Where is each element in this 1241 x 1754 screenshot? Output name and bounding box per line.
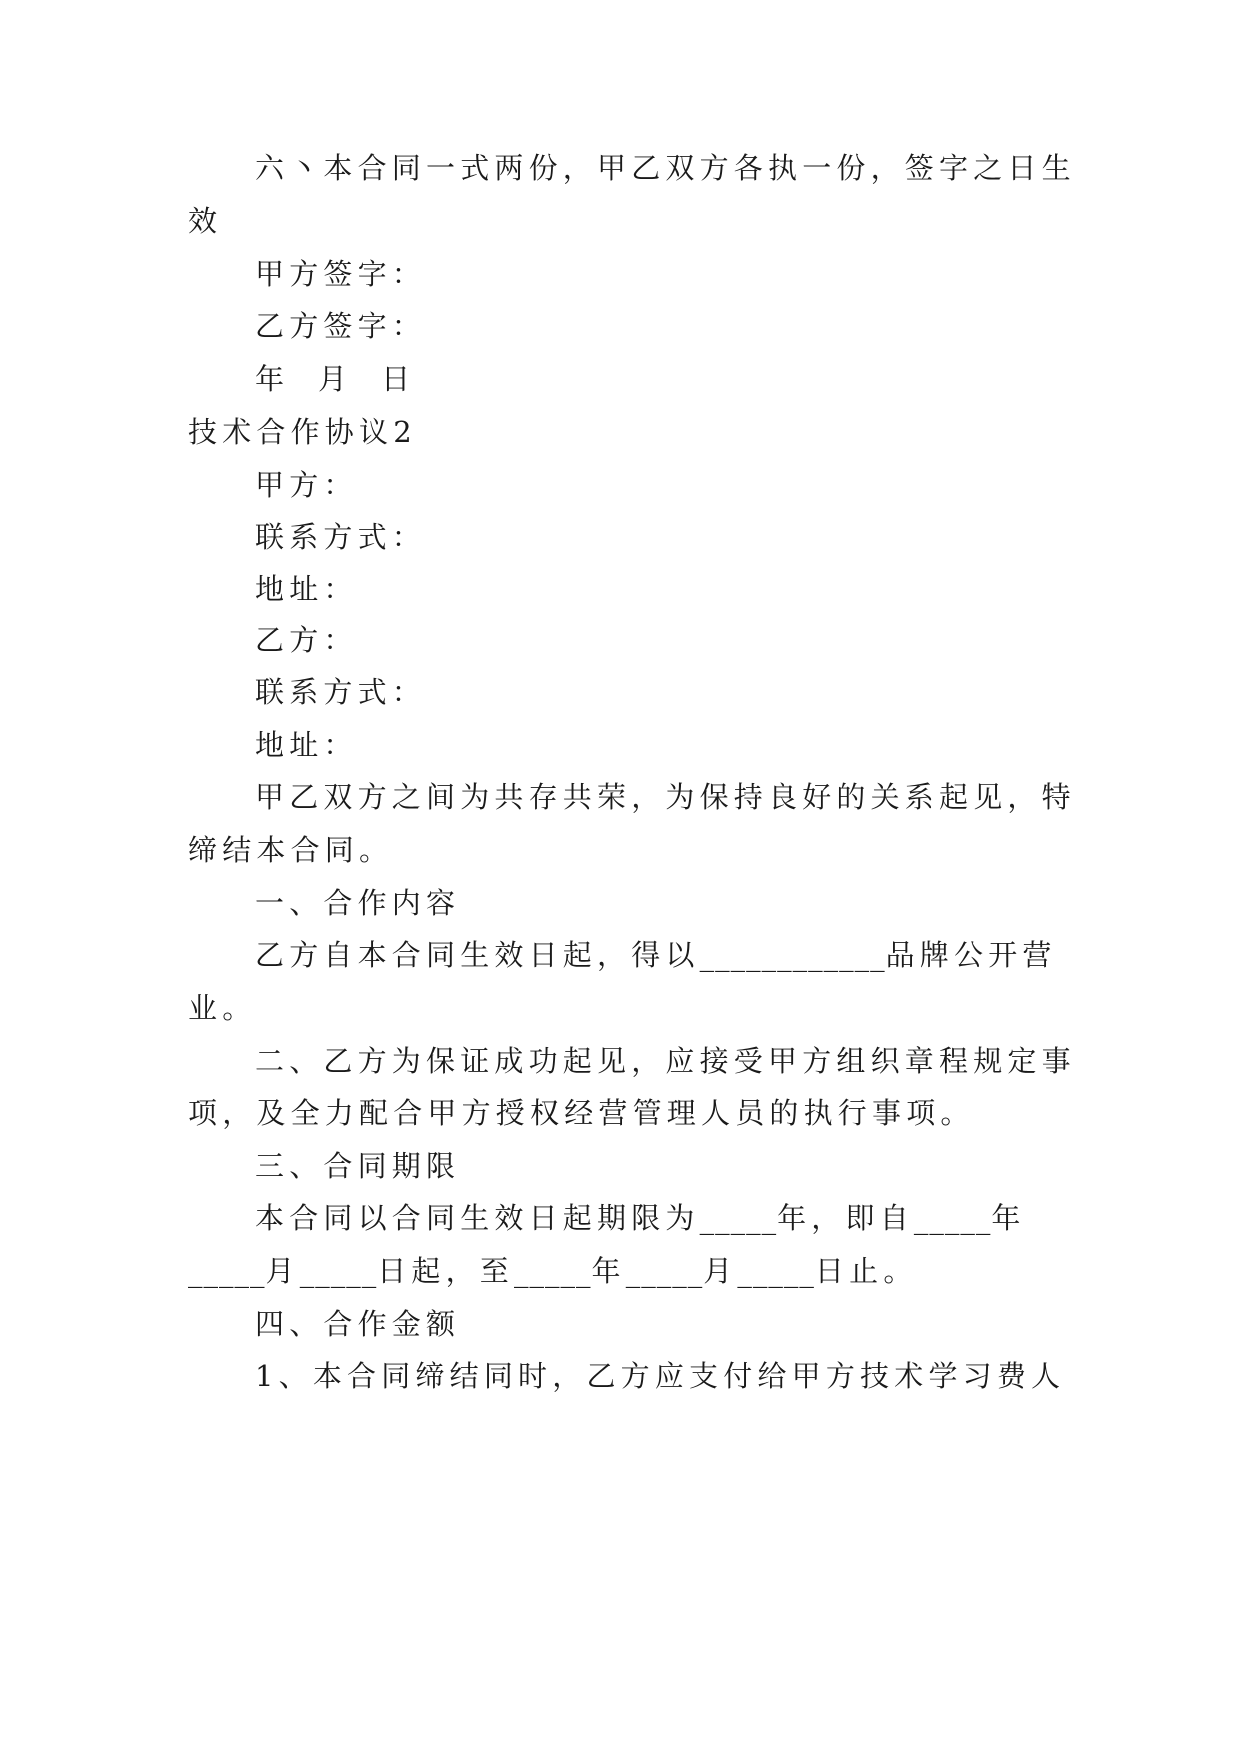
address-label: 地址： (255, 572, 358, 606)
contact-label: 联系方式： (255, 675, 427, 709)
paragraph-line (255, 935, 1135, 975)
signature-party-a: 甲方签字： (255, 257, 427, 291)
clause-heading: 一、合作内容 (255, 886, 461, 920)
fill-in-blank: _____ (299, 1254, 378, 1288)
clause-heading: 三、合同期限 (255, 1149, 461, 1183)
signature-party-b: 乙方签字： (255, 309, 427, 343)
text-span: 年，即自 (777, 1201, 914, 1235)
paragraph-line (255, 1198, 1135, 1238)
contact-label: 联系方式： (255, 520, 427, 554)
date-line: 年 月 日 (255, 362, 416, 396)
paragraph-line: 业。 (188, 991, 257, 1025)
party-a-label: 甲方： (255, 468, 358, 502)
fill-in-blank: _____ (737, 1254, 815, 1288)
fill-in-blank: _____ (913, 1201, 992, 1235)
text-span: 月 (265, 1254, 300, 1288)
text-span: 日止。 (814, 1254, 918, 1288)
paragraph-line: 缔结本合同。 (188, 833, 394, 867)
paragraph-line: 1、本合同缔结同时，乙方应支付给甲方技术学习费人 (255, 1359, 1066, 1393)
fill-in-blank: _____ (699, 1201, 778, 1235)
fill-in-blank: _____ (188, 1254, 266, 1288)
section-title: 技术合作协议2 (188, 415, 417, 449)
address-label: 地址： (255, 728, 358, 762)
paragraph-line: 效 (188, 204, 223, 238)
paragraph-line: 二、乙方为保证成功起见，应接受甲方组织章程规定事 (255, 1044, 1076, 1078)
fill-in-blank: _____ (514, 1254, 592, 1288)
text-span: 年 (991, 1201, 1026, 1235)
clause-heading: 四、合作金额 (255, 1307, 461, 1341)
text-span: 月 (703, 1254, 738, 1288)
text-span: 品牌公开营 (885, 938, 1057, 972)
paragraph-line (188, 1251, 1068, 1291)
paragraph-line: 甲乙双方之间为共存共荣，为保持良好的关系起见，特 (255, 780, 1076, 814)
paragraph-line: 六丶本合同一式两份，甲乙双方各执一份，签字之日生 (255, 151, 1076, 185)
fill-in-blank: _____ (625, 1254, 704, 1288)
paragraph-line: 项，及全力配合甲方授权经营管理人员的执行事项。 (188, 1096, 975, 1130)
text-span: 年 (591, 1254, 626, 1288)
text-span: 乙方自本合同生效日起，得以 (255, 938, 700, 972)
fill-in-blank: ____________ (699, 938, 886, 972)
text-span: 本合同以合同生效日起期限为 (255, 1201, 700, 1235)
text-span: 日起，至 (377, 1254, 515, 1288)
party-b-label: 乙方： (255, 623, 358, 657)
